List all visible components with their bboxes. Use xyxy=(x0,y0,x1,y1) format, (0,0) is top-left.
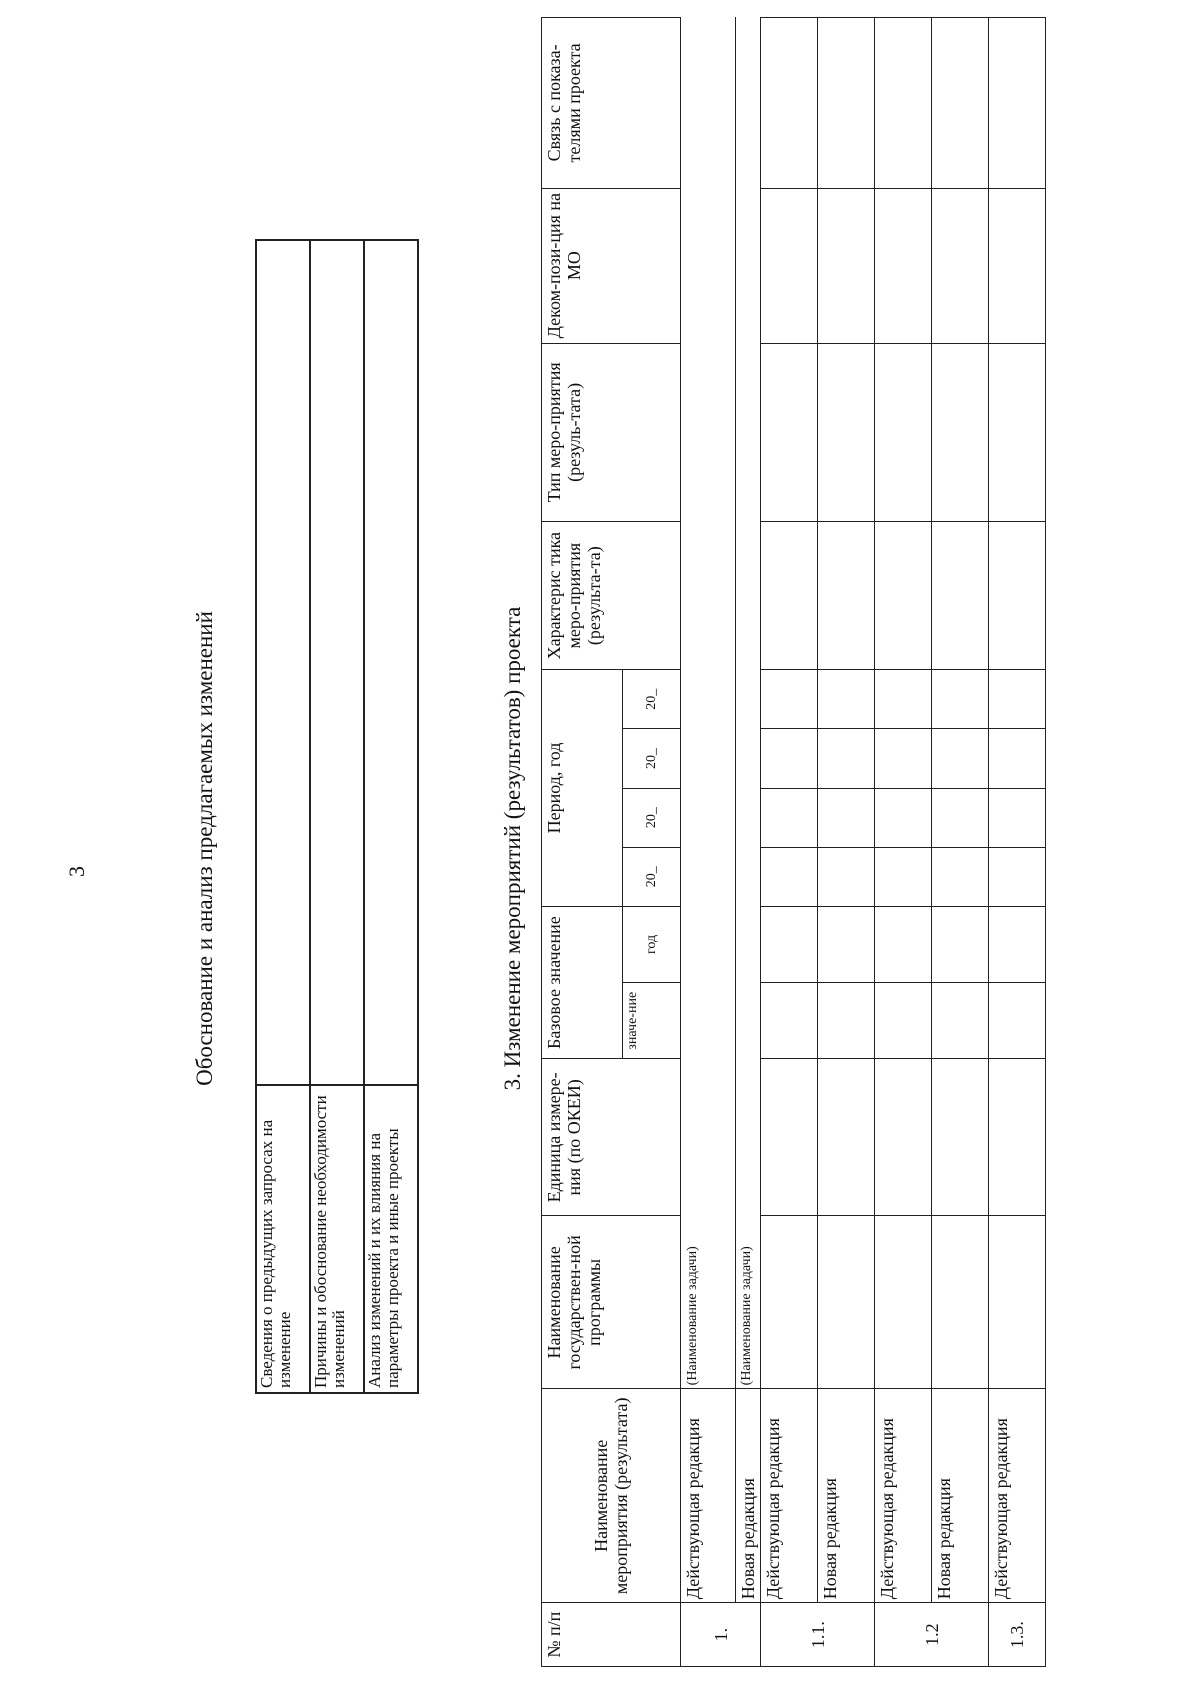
table-row xyxy=(818,18,875,1667)
row-label: Действующая редакция xyxy=(681,1389,736,1603)
table-cell xyxy=(989,847,1046,906)
table-cell xyxy=(875,729,932,788)
header-base-value-value: значе-ние xyxy=(623,983,681,1059)
table-cell xyxy=(761,906,818,982)
table-cell xyxy=(932,18,989,189)
table-cell xyxy=(875,18,932,189)
table-cell xyxy=(875,188,932,343)
task-name: (Наименование задачи) xyxy=(681,18,736,1389)
header-event-name: Наименование мероприятия (результата) xyxy=(542,1389,681,1603)
table-cell xyxy=(989,1216,1046,1389)
table-cell xyxy=(875,343,932,522)
justification-value xyxy=(310,240,364,1085)
table-cell xyxy=(932,1059,989,1216)
table-cell xyxy=(875,522,932,670)
table-cell xyxy=(818,983,875,1059)
table-cell xyxy=(875,983,932,1059)
table-cell xyxy=(932,906,989,982)
table-cell xyxy=(875,847,932,906)
table-row xyxy=(681,18,736,1667)
table-cell xyxy=(761,18,818,189)
table-cell xyxy=(989,18,1046,189)
table-cell xyxy=(989,188,1046,343)
justification-title: Обоснование и анализ предлагаемых изменений xyxy=(192,611,217,1086)
table-cell xyxy=(932,729,989,788)
table-cell xyxy=(989,343,1046,522)
task-name: (Наименование задачи) xyxy=(736,18,761,1389)
table-cell xyxy=(875,1216,932,1389)
table-cell xyxy=(761,522,818,670)
header-year: 20_ xyxy=(623,847,681,906)
header-characteristic: Характерис тика меро-приятия (результа-та) xyxy=(542,522,681,670)
table-cell xyxy=(818,18,875,189)
table-cell xyxy=(932,983,989,1059)
header-link: Связь с показа-телями проекта xyxy=(542,18,681,189)
table-row xyxy=(761,18,818,1667)
table-cell xyxy=(818,729,875,788)
row-label: Действующая редакция xyxy=(761,1389,818,1603)
header-decomposition: Деком-пози-ция на МО xyxy=(542,188,681,343)
table-cell xyxy=(932,670,989,729)
table-cell xyxy=(761,1059,818,1216)
table-cell xyxy=(761,847,818,906)
header-program-name: Наименование государствен-ной программы xyxy=(542,1216,681,1389)
table-cell xyxy=(989,983,1046,1059)
header-unit: Единица измере-ния (по ОКЕИ) xyxy=(542,1059,681,1216)
table-cell xyxy=(932,788,989,847)
table-cell xyxy=(932,847,989,906)
header-year: 20_ xyxy=(623,729,681,788)
justification-label: Сведения о предыдущих запросах на изменение xyxy=(256,1085,310,1393)
table-cell xyxy=(818,343,875,522)
justification-row xyxy=(256,240,310,1393)
table-cell xyxy=(875,670,932,729)
table-cell xyxy=(818,788,875,847)
table-cell xyxy=(989,906,1046,982)
table-cell xyxy=(875,788,932,847)
table-cell xyxy=(818,670,875,729)
header-row xyxy=(542,18,623,1667)
row-label: Новая редакция xyxy=(736,1389,761,1603)
table-cell xyxy=(932,1216,989,1389)
row-number: 1.1. xyxy=(761,1603,875,1667)
table-cell xyxy=(818,522,875,670)
justification-label: Причины и обоснование необходимости изменений xyxy=(310,1085,364,1393)
table-cell xyxy=(818,1216,875,1389)
table-cell xyxy=(932,188,989,343)
events-table xyxy=(541,17,1046,1667)
table-cell xyxy=(761,788,818,847)
table-row xyxy=(875,18,932,1667)
header-base-value-year: год xyxy=(623,906,681,982)
justification-label: Анализ изменений и их влияния на параметры проекта и иные проекты xyxy=(364,1085,418,1393)
table-cell xyxy=(761,1216,818,1389)
justification-value xyxy=(364,240,418,1085)
table-cell xyxy=(761,983,818,1059)
table-cell xyxy=(761,729,818,788)
header-year: 20_ xyxy=(623,788,681,847)
header-year: 20_ xyxy=(623,670,681,729)
table-cell xyxy=(875,906,932,982)
table-cell xyxy=(818,1059,875,1216)
table-cell xyxy=(989,670,1046,729)
header-period: Период, год xyxy=(542,670,623,907)
table-cell xyxy=(989,788,1046,847)
row-number: 1. xyxy=(681,1603,761,1667)
row-label: Действующая редакция xyxy=(989,1389,1046,1603)
table-cell xyxy=(932,522,989,670)
row-number: 1.2 xyxy=(875,1603,989,1667)
table-cell xyxy=(761,343,818,522)
section3-title: 3. Изменение мероприятий (результатов) проекта xyxy=(500,606,525,1091)
table-cell xyxy=(989,729,1046,788)
row-number: 1.3. xyxy=(989,1603,1046,1667)
header-base-value: Базовое значение xyxy=(542,906,623,1058)
table-cell xyxy=(818,847,875,906)
justification-row xyxy=(310,240,364,1393)
table-cell xyxy=(932,343,989,522)
table-cell xyxy=(818,188,875,343)
header-num: № п/п xyxy=(542,1603,681,1667)
table-cell xyxy=(761,188,818,343)
row-label: Новая редакция xyxy=(932,1389,989,1603)
justification-row xyxy=(364,240,418,1393)
row-label: Действующая редакция xyxy=(875,1389,932,1603)
table-cell xyxy=(818,906,875,982)
table-cell xyxy=(989,1059,1046,1216)
justification-table xyxy=(255,239,419,1394)
table-cell xyxy=(875,1059,932,1216)
page-number: 3 xyxy=(64,866,89,877)
table-cell xyxy=(761,670,818,729)
table-cell xyxy=(989,522,1046,670)
justification-value xyxy=(256,240,310,1085)
table-row xyxy=(932,18,989,1667)
header-type: Тип меро-приятия (резуль-тата) xyxy=(542,343,681,522)
table-row xyxy=(989,18,1046,1667)
table-row xyxy=(736,18,761,1667)
row-label: Новая редакция xyxy=(818,1389,875,1603)
